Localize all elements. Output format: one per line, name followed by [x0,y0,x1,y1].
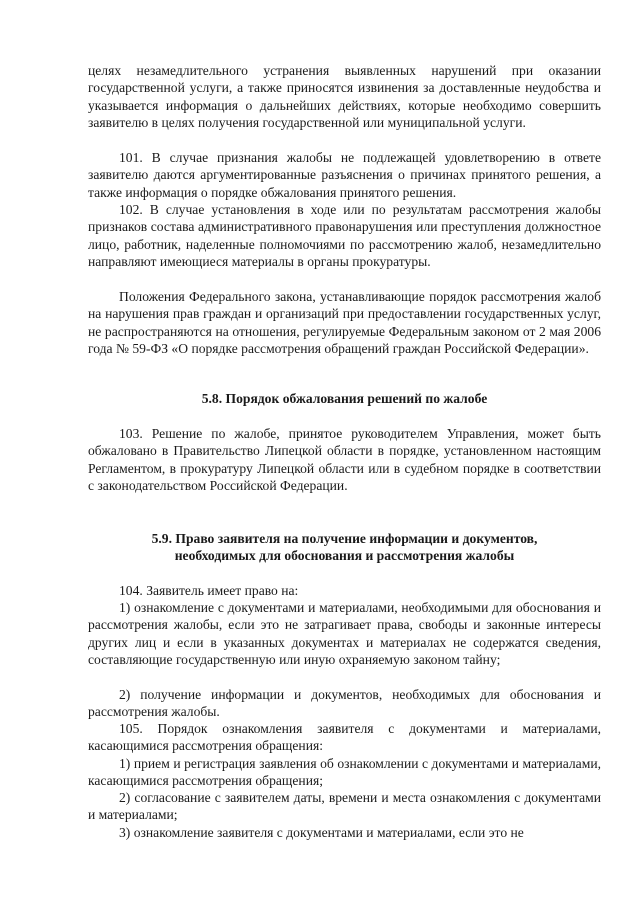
paragraph-103: 103. Решение по жалобе, принятое руководителем Управления, может быть обжаловано в Правительство Липецкой области в порядке, установленном настоящим Регламентом, в прокуратуру Липецкой области или в судебном порядке в соответствии с законодательством Российской Федерации. [88,426,601,494]
paragraph-104-item-1: 1) ознакомление с документами и материалами, необходимыми для обоснования и рассмотрения жалобы, если это не затрагивает права, свободы и законные интересы других лиц и если в указанных документах и материалах не содержатся сведения, составляющие государственную или иную охраняемую законом тайну; [88,600,601,668]
paragraph-102: 102. В случае установления в ходе или по результатам рассмотрения жалобы признаков состава административного правонарушения или преступления должностное лицо, работник, наделенные полномочиями по рассмотрению жалоб, незамедлительно направляют имеющиеся материалы в органы прокуратуры. [88,202,601,270]
paragraph-101: 101. В случае признания жалобы не подлежащей удовлетворению в ответе заявителю даются аргументированные разъяснения о причинах принятого решения, а также информация о порядке обжалования принятого решения. [88,150,601,200]
section-heading-5-9-line1: 5.9. Право заявителя на получение информации и документов, [151,531,538,546]
paragraph-105-item-3: 3) ознакомление заявителя с документами и материалами, если это не [119,825,524,840]
paragraph-105-item-2: 2) согласование с заявителем даты, времени и места ознакомления с документами и материалами; [88,790,601,823]
paragraph-federal-law: Положения Федерального закона, устанавливающие порядок рассмотрения жалоб на нарушения прав граждан и организаций при предоставлении государственных услуг, не распространяются на отношения, регулируемые Федеральным законом от 2 мая 2006 года № 59-ФЗ «О порядке рассмотрения обращений граждан Российской Федерации». [88,289,601,357]
section-heading-5-9-line2: необходимых для обоснования и рассмотрения жалобы [174,548,515,564]
section-heading-5-8: 5.8. Порядок обжалования решений по жалобе [201,391,488,406]
paragraph-104: 104. Заявитель имеет право на: [119,583,299,598]
paragraph-105: 105. Порядок ознакомления заявителя с документами и материалами, касающимися рассмотрения обращения: [88,721,601,754]
paragraph-continuation: целях незамедлительного устранения выявленных нарушений при оказании государственной услуги, а также приносятся извинения за доставленные неудобства и указывается информация о дальнейших действиях, которые необходимо совершить заявителю в целях получения государственной или муниципальной услуги. [88,63,601,131]
paragraph-104-item-2: 2) получение информации и документов, необходимых для обоснования и рассмотрения жалобы. [88,687,601,720]
section-heading-5-9 [88,530,601,565]
paragraph-105-item-1: 1) прием и регистрация заявления об ознакомлении с документами и материалами, касающимися рассмотрения обращения; [88,756,601,789]
